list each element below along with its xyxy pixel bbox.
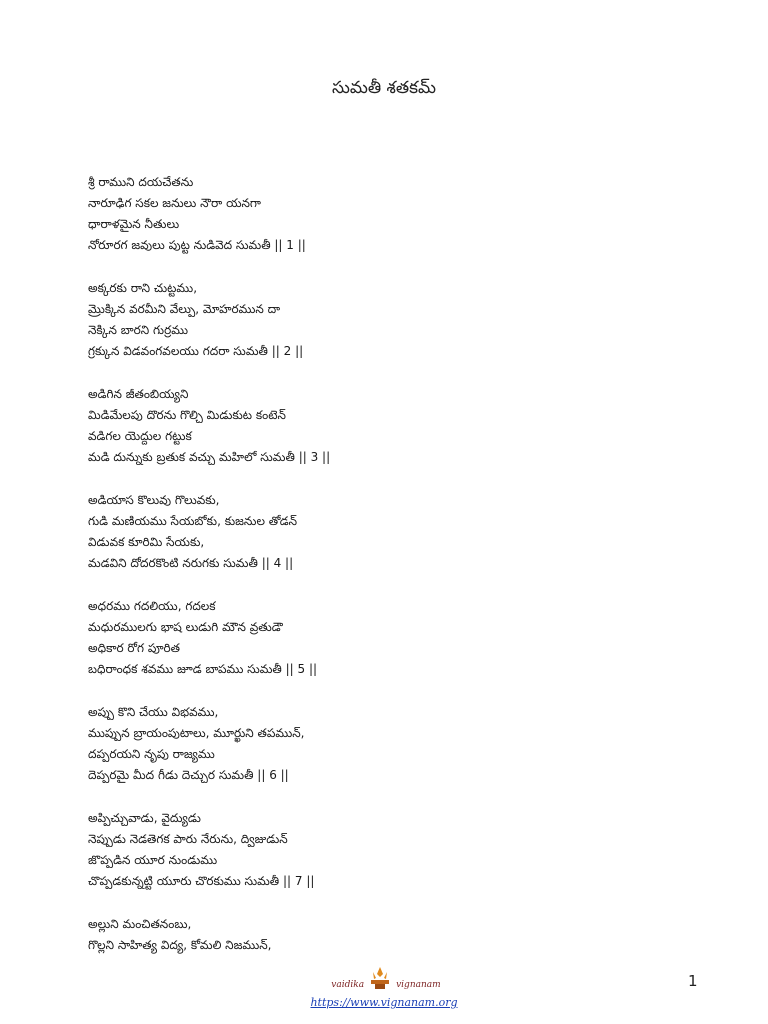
verse-line: అడిగిన జీతంబియ్యని (88, 387, 189, 401)
verse-line: చొప్పడకున్నట్టి యూరు చొరకుము సుమతీ || 7 || (88, 874, 315, 888)
verse-line: ముప్పున బ్రాయంపుటాలు, మూర్ఖుని తపమున్, (88, 726, 305, 740)
verse-line: అధరము గదలియు, గదలక (88, 599, 216, 613)
verse-line: నారూఢిగ సకల జనులు నౌరా యనగా (88, 196, 261, 210)
document-title: సుమతీ శతకమ్ (332, 78, 436, 98)
lamp-emblem-icon (367, 966, 393, 990)
verse-8 (88, 914, 688, 956)
verse-line: ధారాళమైన నీతులు (88, 217, 180, 231)
website-link[interactable]: https://www.vignanam.org (310, 996, 458, 1009)
verse-line: మ్రొక్కిన వరమీని వేల్పు, మోహరమున దా (88, 302, 281, 316)
verse-line: విడువక కూరిమి సేయకు, (88, 535, 205, 549)
verse-line: వడిగల యెద్దుల గట్టుక (88, 429, 192, 443)
verse-1 (88, 172, 688, 256)
verse-line: గ్రక్కున విడవంగవలయు గదరా సుమతీ || 2 || (88, 344, 304, 358)
verse-line: మడి దున్నుకు బ్రతుక వచ్చు మహిలో సుమతీ || 3 || (88, 450, 331, 464)
verse-3 (88, 384, 688, 468)
verse-7 (88, 808, 688, 892)
verse-5 (88, 596, 688, 680)
verse-line: శ్రీ రాముని దయచేతను (88, 175, 194, 189)
verse-line: అప్పు కొని చేయు విభవము, (88, 705, 219, 719)
verse-line: గొల్లని సాహిత్య విద్య, కోమలి నిజమున్, (88, 938, 272, 952)
verse-line: నెప్పుడు నెడతెగక పారు నేరును, ద్విజుడున్ (88, 832, 288, 846)
site-logo[interactable] (306, 966, 466, 990)
verse-4 (88, 490, 688, 574)
verse-line: జొప్పడిన యూర నుండుము (88, 853, 218, 867)
verse-line: దెప్పరమై మీద గీడు దెచ్చుర సుమతీ || 6 || (88, 768, 289, 782)
verse-line: అధికార రోగ పూరిత (88, 641, 181, 655)
verse-line: దప్పరయని నృపు రాజ్యము (88, 747, 215, 761)
verse-list (88, 172, 688, 978)
page-number: 1 (688, 972, 698, 990)
logo-text-left: vaidika (331, 980, 365, 990)
verse-line: అప్పిచ్చువాడు, వైద్యుడు (88, 811, 201, 825)
verse-line: నోరూరగ జవులు పుట్ట నుడివెద సుమతీ || 1 || (88, 238, 306, 252)
verse-line: నెక్కిన బారని గుర్రము (88, 323, 189, 337)
verse-line: మడవిని దోదరకొంటి నరుగకు సుమతీ || 4 || (88, 556, 294, 570)
verse-line: మధురములగు భాష లుడుగి మౌన వ్రతుడౌ (88, 620, 283, 634)
verse-line: అక్కరకు రాని చుట్టము, (88, 281, 198, 295)
verse-line: అడియాస కొలువు గొలువకు, (88, 493, 220, 507)
logo-text-right: vignanam (396, 980, 441, 990)
verse-2 (88, 278, 688, 362)
verse-line: అల్లుని మంచితనంబు, (88, 917, 192, 931)
verse-6 (88, 702, 688, 786)
verse-line: గుడి మణియము సేయబోకు, కుజనుల తోడన్ (88, 514, 298, 528)
verse-line: మిడిమేలపు దొరను గొల్చి మిడుకుట కంటెన్ (88, 408, 286, 422)
verse-line: బధిరాంధక శవము జూడ బాపము సుమతీ || 5 || (88, 662, 318, 676)
